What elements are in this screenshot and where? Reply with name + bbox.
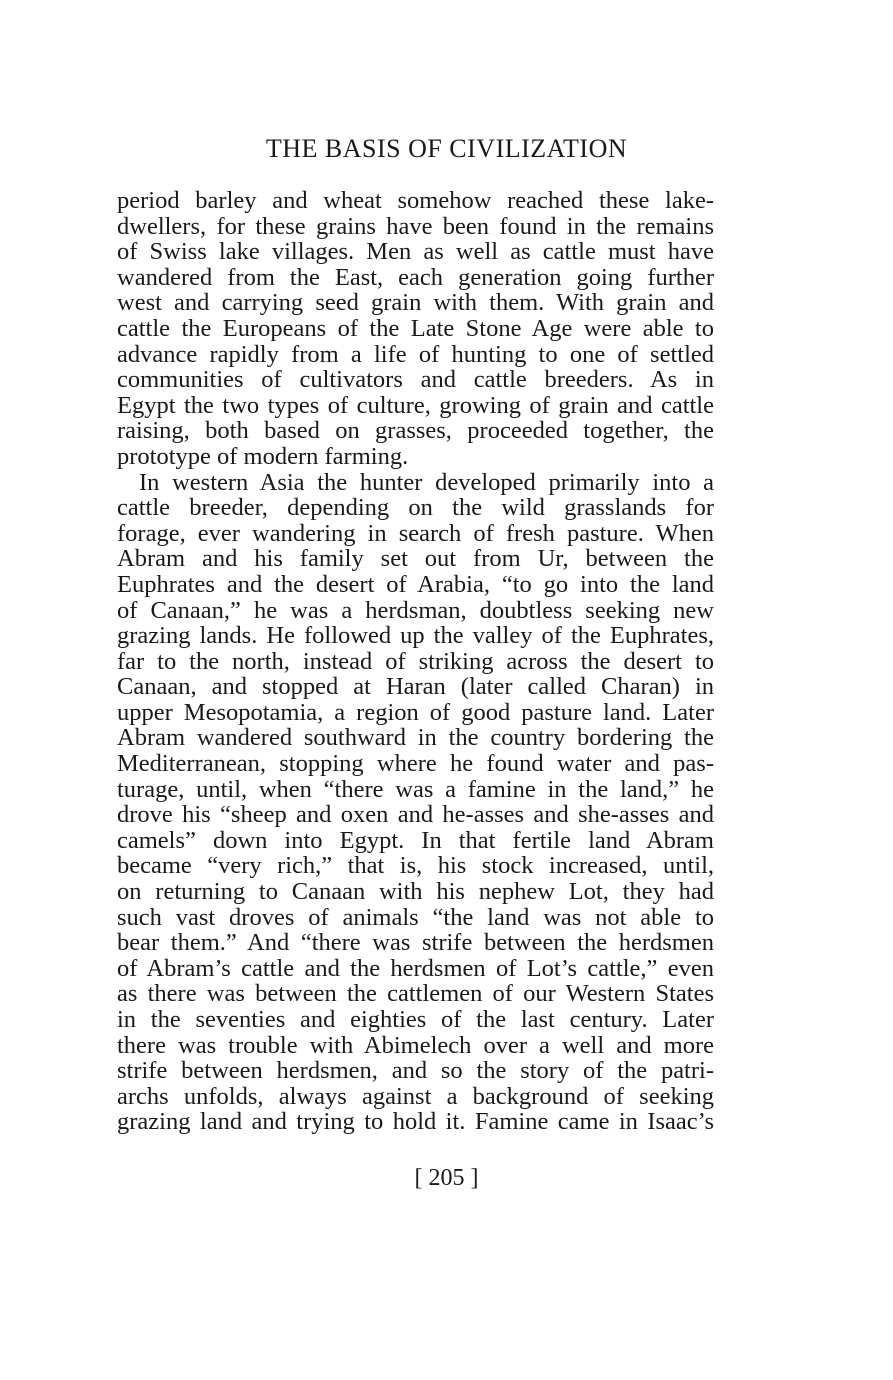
text-line: upper Mesopotamia, a region of good pasture land. Later	[117, 698, 714, 726]
text-line: bear them.” And “there was strife between the herdsmen	[117, 929, 714, 957]
text-line: Canaan, and stopped at Haran (later called Charan) in	[117, 673, 714, 701]
text-line: such vast droves of animals “the land was not able to	[117, 903, 714, 931]
text-line: turage, until, when “there was a famine in the land,” he	[117, 775, 714, 803]
text-line: camels” down into Egypt. In that fertile land Abram	[117, 826, 714, 854]
text-line: in the seventies and eighties of the last century. Later	[117, 1006, 714, 1033]
text-line: of Swiss lake villages. Men as well as cattle must have	[117, 238, 714, 266]
text-line: on returning to Canaan with his nephew Lot, they had	[117, 878, 714, 906]
text-line: Abram and his family set out from Ur, between the	[117, 545, 714, 573]
text-line: grazing lands. He followed up the valley of the Euphrates,	[117, 622, 714, 650]
text-line: grazing land and trying to hold it. Famine came in Isaac’s	[117, 1108, 714, 1136]
running-head: THE BASIS OF CIVILIZATION	[265, 134, 628, 163]
text-line: drove his “sheep and oxen and he-asses and she-asses and	[117, 801, 714, 829]
text-line: Mediterranean, stopping where he found water and pas-	[117, 750, 714, 778]
text-line: west and carrying seed grain with them. With grain and	[117, 289, 714, 317]
text-line: of Abram’s cattle and the herdsmen of Lot’s cattle,” even	[117, 954, 714, 982]
text-line: strife between herdsmen, and so the story of the patri-	[117, 1057, 714, 1085]
text-line: as there was between the cattlemen of our Western States	[117, 980, 714, 1008]
text-line: of Canaan,” he was a herdsman, doubtless seeking new	[117, 596, 714, 624]
text-line: raising, both based on grasses, proceeded together, the	[117, 417, 714, 445]
text-line: archs unfolds, always against a background of seeking	[117, 1082, 714, 1110]
page-number: [ 205 ]	[414, 1165, 479, 1191]
text-line: forage, ever wandering in search of fresh pasture. When	[117, 519, 714, 547]
body-text	[117, 188, 714, 1135]
text-line: there was trouble with Abimelech over a well and more	[117, 1031, 714, 1059]
text-line: prototype of modern farming.	[117, 442, 409, 470]
text-line: Abram wandered southward in the country bordering the	[117, 724, 714, 752]
text-line: dwellers, for these grains have been found in the remains	[117, 212, 714, 240]
text-line: cattle the Europeans of the Late Stone Age were able to	[117, 314, 714, 342]
text-line: Egypt the two types of culture, growing of grain and cattle	[117, 391, 714, 419]
text-line: Euphrates and the desert of Arabia, “to go into the land	[117, 570, 714, 598]
text-line: far to the north, instead of striking across the desert to	[117, 647, 714, 675]
text-line: In western Asia the hunter developed primarily into a	[139, 468, 714, 496]
text-line: period barley and wheat somehow reached these lake-	[117, 187, 714, 214]
text-line: wandered from the East, each generation going further	[117, 263, 714, 291]
text-line: became “very rich,” that is, his stock increased, until,	[117, 852, 714, 880]
text-line: cattle breeder, depending on the wild grasslands for	[117, 494, 714, 522]
text-line: advance rapidly from a life of hunting to one of settled	[117, 340, 714, 368]
text-line: communities of cultivators and cattle breeders. As in	[117, 366, 714, 394]
